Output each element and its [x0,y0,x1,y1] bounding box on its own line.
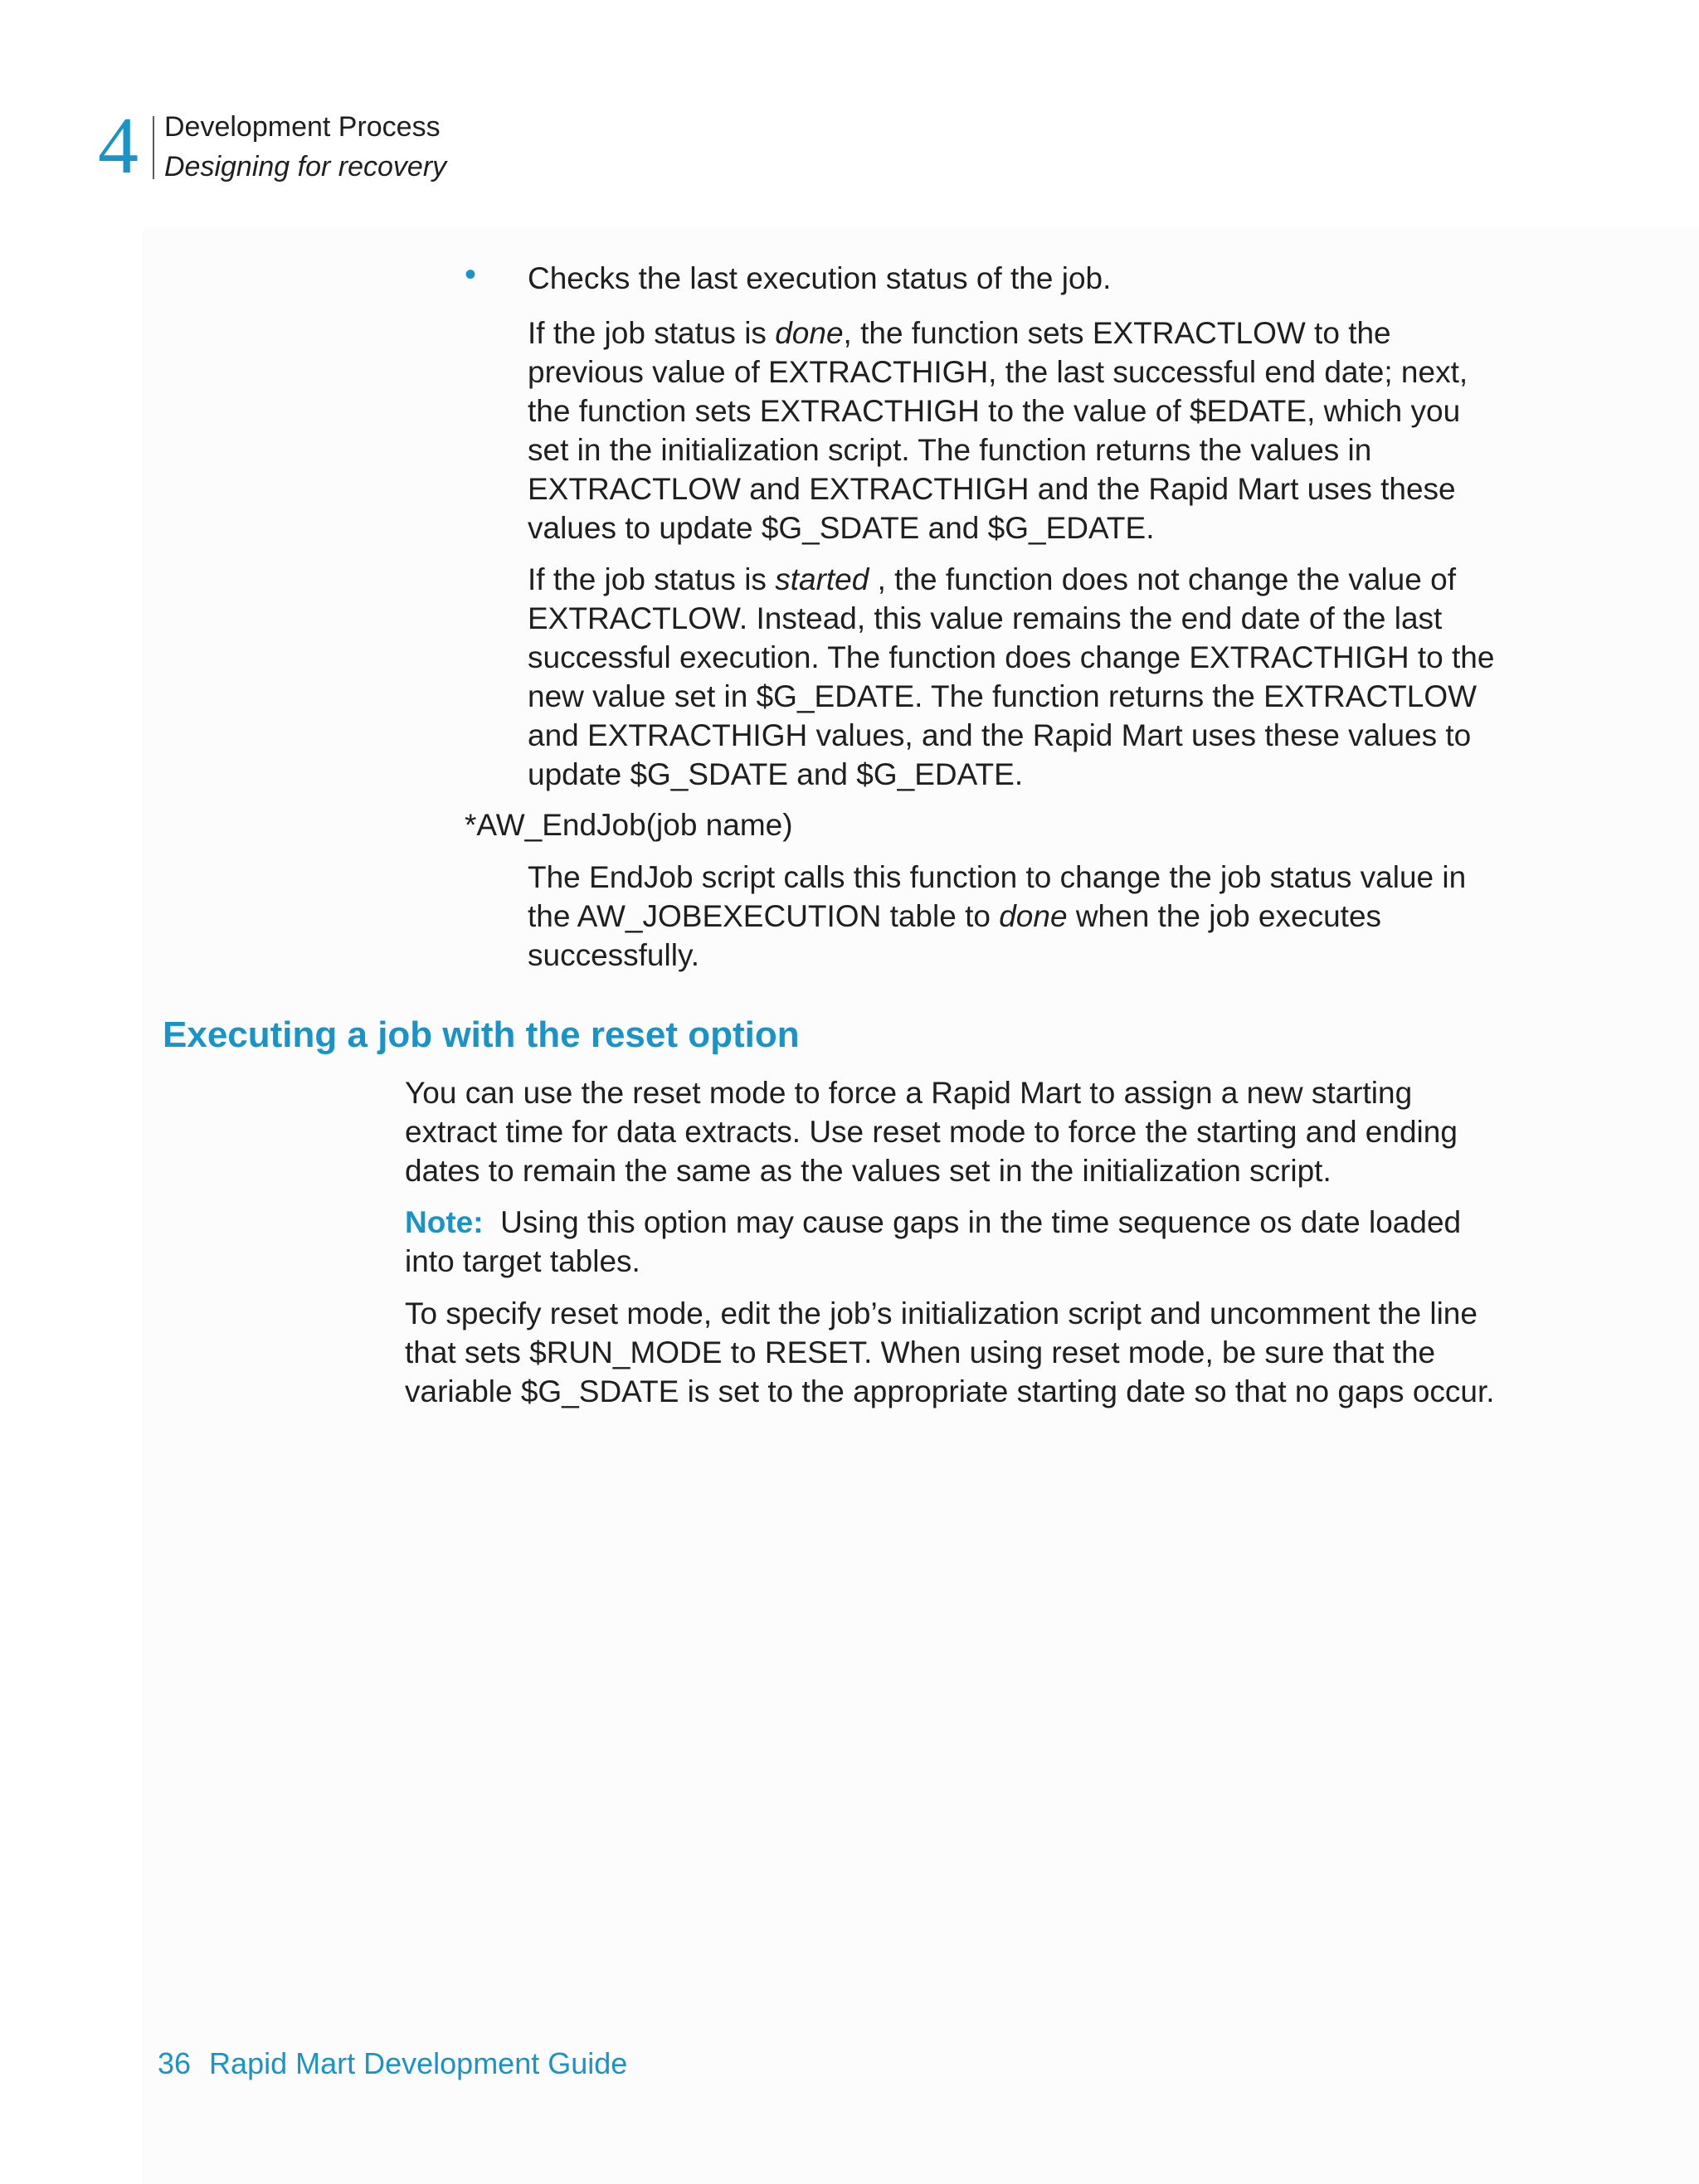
paragraph-job-done [528,314,1507,547]
emphasis-done: done [999,899,1068,933]
section-subtitle: Designing for recovery [164,151,447,182]
note [405,1203,1508,1281]
paragraph-text: The EndJob script calls this function to change the job status value in the AW_JOBEXECUTION table to [528,860,1467,933]
bullet-icon: • [465,256,477,293]
paragraph-text: If the job status is [528,316,776,350]
paragraph-text: , the function sets EXTRACTLOW to the previous value of EXTRACTHIGH, the last successful end date; next, the function sets EXTRACTHIGH to the value of $EDATE, which you set in the initialization script. The function returns the values in EXTRACTLOW and EXTRACTHIGH and the Rapid Mart uses these values to update $G_SDATE and $G_EDATE. [528,316,1468,545]
paragraph-endjob [528,858,1507,975]
paragraph-reset-mode: You can use the reset mode to force a Rapid Mart to assign a new starting extract time for data extracts. Use reset mode to force the starting and ending dates to remain the same as the values set in the initialization script. [405,1076,1458,1188]
bullet-text: Checks the last execution status of the job. [528,261,1112,295]
guide-title: Rapid Mart Development Guide [209,2046,628,2080]
note-label: Note: [405,1205,484,1239]
paragraph-specify-reset: To specify reset mode, edit the job’s initialization script and uncomment the line that sets $RUN_MODE to RESET. When using reset mode, be sure that the variable $G_SDATE is set to the appropriate starting date so that no gaps occur. [405,1296,1495,1408]
header-divider [153,116,154,179]
chapter-number: 4 [98,101,139,191]
paragraph-job-started [528,560,1507,794]
paragraph-text: If the job status is [528,562,776,596]
page-number: 36 [158,2046,192,2080]
page-footer [158,2045,627,2082]
note-text: Using this option may cause gaps in the time sequence os date loaded into target tables. [405,1205,1462,1278]
emphasis-started: started [775,562,869,596]
section-heading: Executing a job with the reset option [163,1014,800,1055]
emphasis-done: done [775,316,844,350]
paragraph-text: when the job executes successfully. [528,899,1382,972]
paragraph-text: , the function does not change the value of EXTRACTLOW. Instead, this value remains the end date of the last successful execution. The function does change EXTRACTHIGH to the new value set in $G_EDATE. The function returns the EXTRACTLOW and EXTRACTHIGH values, and the Rapid Mart uses these values to update $G_SDATE and $G_EDATE. [528,562,1495,791]
function-name-endjob: *AW_EndJob(job name) [465,808,793,842]
chapter-title: Development Process [164,111,441,143]
